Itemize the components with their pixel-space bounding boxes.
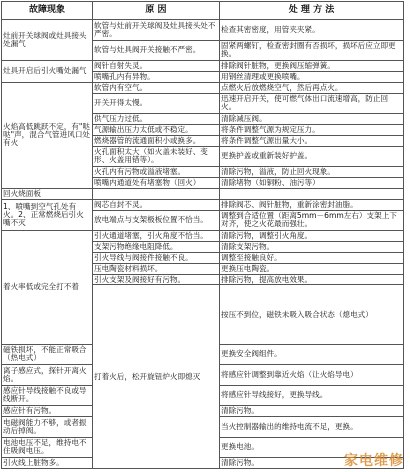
cause-cell: 磁铁损坏，不能正常吸合（热电式） — [2, 344, 93, 365]
fix-cell: 更换护盖或重新装好护盖。 — [220, 146, 404, 167]
cause-cell: 引火通道堵塞，引火角度不恰当。 — [93, 231, 220, 242]
symptom-cell: 打着火后，松开旋钮炉火即熄灭 — [93, 285, 220, 469]
cause-cell: 引火线上脏物多。 — [2, 458, 93, 469]
watermark-logo: 家电维修 — [344, 453, 404, 469]
symptom-cell: 回火烧面板 — [2, 188, 93, 199]
table-row — [2, 20, 404, 41]
cause-cell: 燃烧器管的流通面积小或换多。 — [93, 135, 220, 146]
table-row — [2, 61, 404, 72]
fix-cell: 检查其密密度，用管夹夹紧。 — [220, 20, 404, 41]
fix-cell: 点燃火后放燃烧空气，然后再点火。 — [220, 82, 404, 93]
cause-cell: 引火导线与阀接件接触不良。 — [93, 252, 220, 263]
fix-cell: 清除污物。 — [220, 458, 404, 469]
cause-cell: 软管内有空气。 — [93, 82, 220, 93]
header-cause: 原 因 — [93, 2, 220, 20]
fix-cell: 排除阀芯、阀针脏物，重新涂密封油脂。 — [220, 199, 404, 210]
cause-cell: 感应针导线接触不良或导线断开。 — [2, 385, 93, 406]
cause-cell: 火孔内有污物或溢液堵塞。 — [93, 167, 220, 178]
fix-cell: 调整到合适位置（距离5mm－6mm左右）支架上下对齐，使之火花最而强壮。 — [220, 210, 404, 231]
cause-cell: 开关开得太慢。 — [93, 93, 220, 114]
fix-cell: 将感应针导线接好，更换导线。 — [220, 385, 404, 406]
cause-cell: 离子感应式，探针开离火焰。 — [2, 365, 93, 386]
fix-cell: 将感应针调整到靠近火焰（让火焰导电） — [220, 365, 404, 386]
table-row — [2, 231, 404, 242]
fix-cell: 将条件调整气源为规定压力。 — [220, 124, 404, 135]
table-row — [2, 199, 404, 210]
fault-table — [1, 1, 404, 469]
symptom-cell: 灶前开关球阀或灶具接头处漏气 — [2, 20, 93, 61]
fix-cell: 更换安全阀组件。 — [220, 344, 404, 365]
cause-cell: 供气压力过低。 — [93, 114, 220, 125]
fix-cell: 迅速开启开关，使可燃气体出口流速增高，防止回火。 — [220, 93, 404, 114]
cause-cell: 喷嘴孔内有异物。 — [93, 71, 220, 82]
cause-cell: 放电端点与支架极板位置不恰当。 — [93, 210, 220, 231]
cause-cell: 电池电压不足，维持电不住吸阀电压。 — [2, 437, 93, 458]
fix-cell: 清除污物，调整引火角度。 — [220, 231, 404, 242]
fix-cell: 固紧两螺钉，检查密封圈有否损坏，损坏后应立即更换。 — [220, 40, 404, 61]
cause-cell: 压电陶瓷材料损坏。 — [93, 263, 220, 274]
fix-cell: 调整至接触良好。 — [220, 252, 404, 263]
symptom-cell: 着火率低或完全打不着 — [2, 231, 93, 344]
cause-cell: 喷嘴内通道处有堵塞物（回火） — [93, 178, 220, 189]
fix-cell: 排除污物，提高放电效果。 — [220, 274, 404, 285]
header-symptom: 故障现象 — [2, 2, 93, 20]
header-row — [2, 2, 404, 20]
cause-cell: 软管与灶具阀开关接触不严密。 — [93, 40, 220, 61]
cause-cell: 感应针有污物。 — [2, 406, 93, 417]
fix-cell: 清除污物，溢液，防止回火现象。 — [220, 167, 404, 178]
fix-cell: 清除堵物（如铜粉、油污等） — [220, 178, 404, 189]
fix-cell: 排除阀针脏物，更换阀压缩弹簧。 — [220, 61, 404, 72]
fix-cell: 将条件调整气源出量大小。 — [220, 135, 404, 146]
cause-cell: 电磁阀能力不够，或者振动后掉阀。 — [2, 417, 93, 438]
cause-cell: 阀针自射失灵。 — [93, 61, 220, 72]
table-body — [2, 20, 404, 469]
table-row — [2, 188, 404, 199]
fix-cell: 当火控制器输出的维持电流不足，更换。 — [220, 417, 404, 438]
cause-cell: 引火支架及阀接好有污物。 — [93, 274, 220, 285]
cause-cell: 气源输出压力太低或不稳定。 — [93, 124, 220, 135]
cause-cell: 支架污物绝缘电阻降低。 — [93, 242, 220, 253]
symptom-cell: 灶具开启后引火嘴处漏气 — [2, 61, 93, 83]
symptom-cell: 火焰高低跳跃不定，有"哒哒"声，混合气管进风口处有火 — [2, 82, 93, 188]
symptom-cell: 1、喷嘴到空气孔处有火。2、正常燃烧后引火嘴不灭 — [2, 199, 93, 230]
fix-cell: 清除支架污物。 — [220, 242, 404, 253]
cause-cell: 阀芯自封不灵。 — [93, 199, 220, 210]
cause-cell: 火孔面积太大（如火盖未装好、变形、火盖用错等）。 — [93, 146, 220, 167]
cause-cell: 软管与灶前开关球阀及灶具接头处不严密。 — [93, 20, 220, 41]
fix-cell: 清除污物。 — [220, 406, 404, 417]
header-fix: 处 理 方 法 — [220, 2, 404, 20]
fix-cell — [220, 188, 404, 199]
fix-cell: 清除减压阀。 — [220, 114, 404, 125]
table-row — [2, 82, 404, 93]
fix-cell: 更换压电陶瓷。 — [220, 263, 404, 274]
fix-cell: 用钢丝清理或更换喷嘴。 — [220, 71, 404, 82]
cause-cell: 按压不到位，磁铁未吸入吸合状态（熄电式） — [220, 285, 404, 344]
cause-cell — [93, 188, 220, 199]
fix-cell: 更换电池。 — [220, 437, 404, 458]
